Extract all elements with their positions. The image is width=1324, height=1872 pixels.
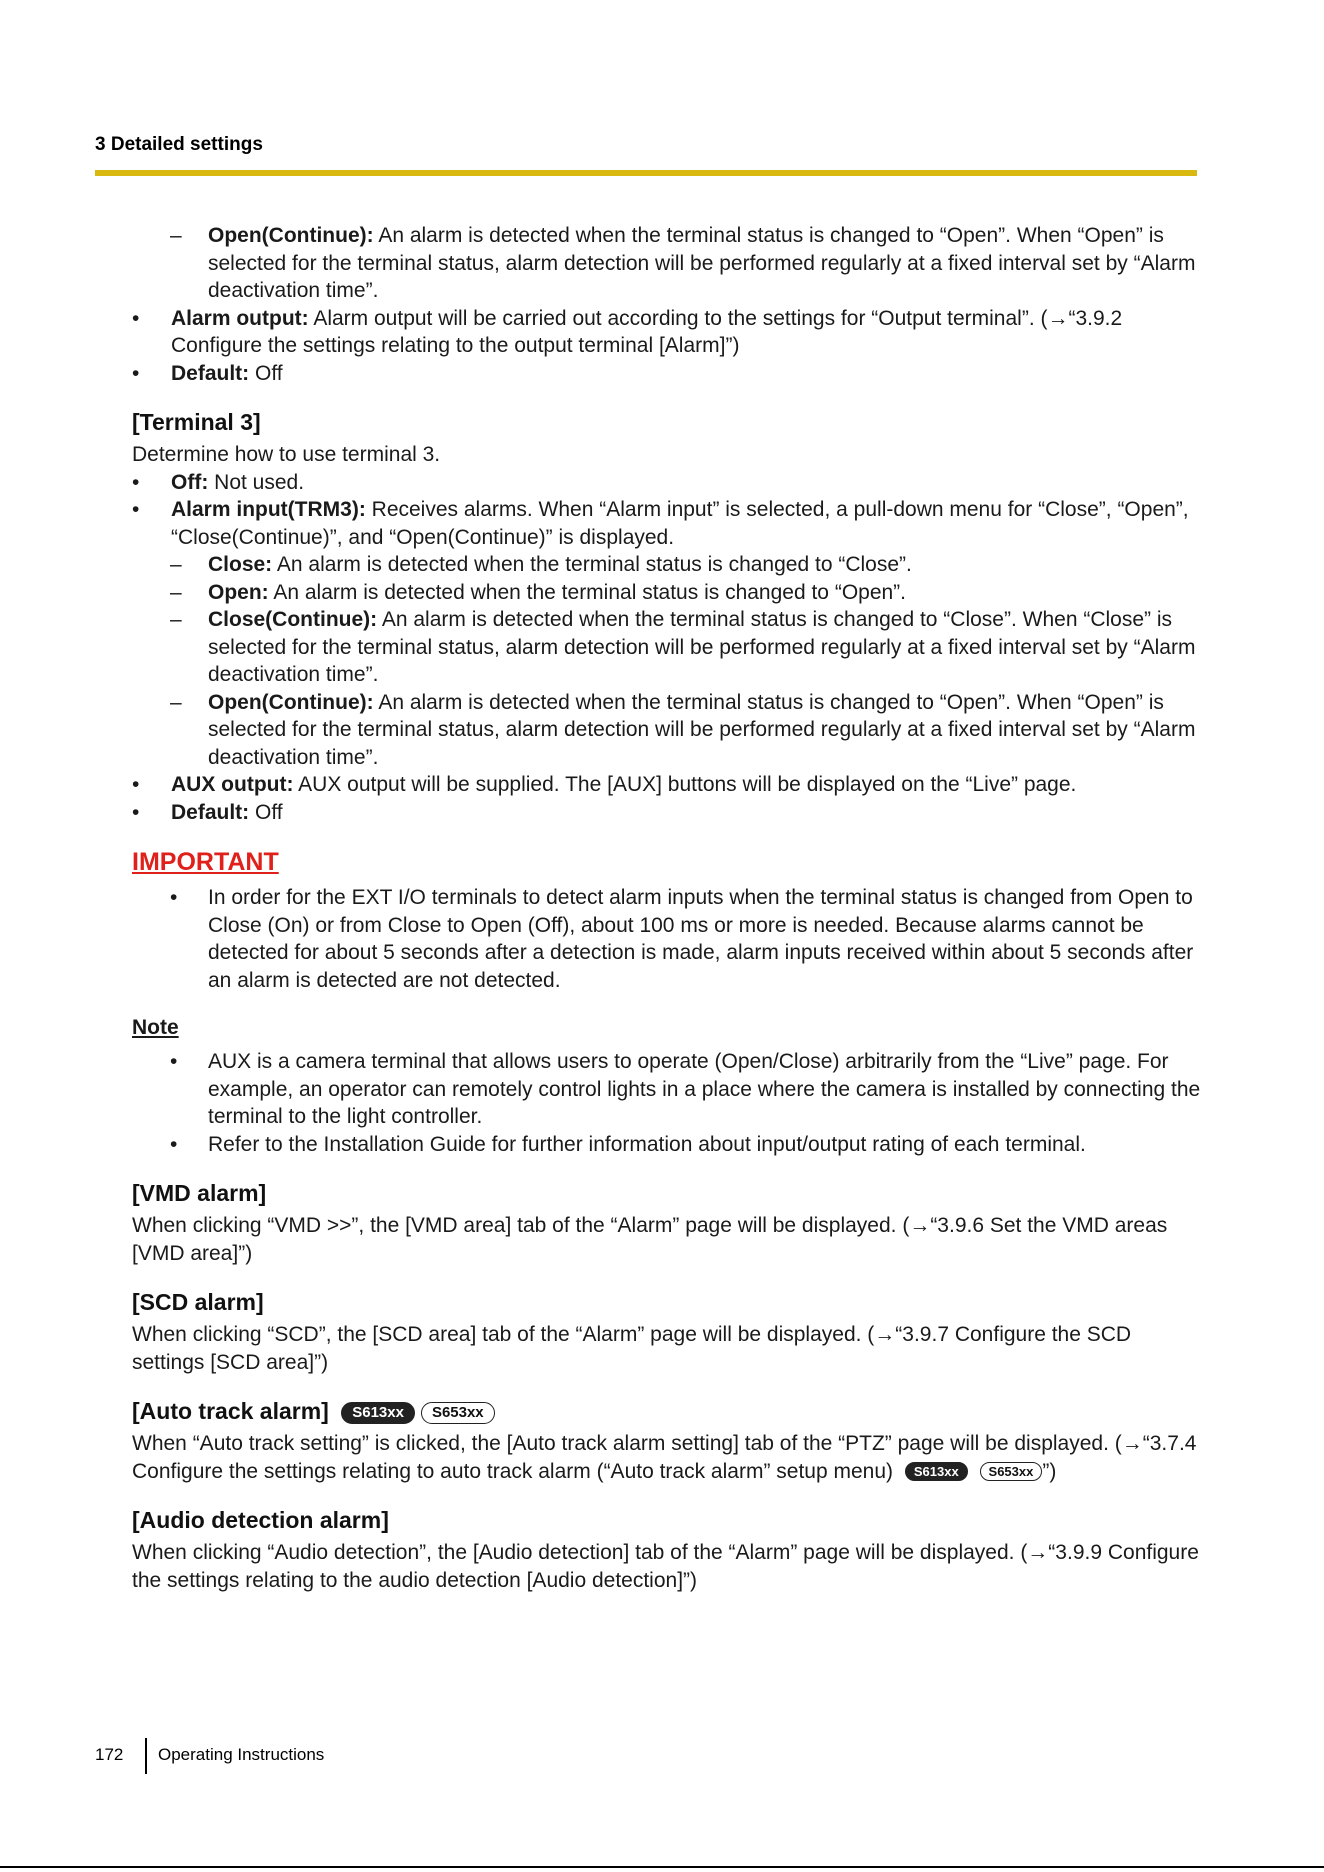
model-badge-s653xx-inline: S653xx	[980, 1462, 1043, 1481]
header-rule	[95, 170, 1197, 176]
auto-track-heading	[132, 1396, 1202, 1426]
term-label: Alarm input(TRM3):	[171, 498, 366, 521]
terminal3-open-continue	[132, 689, 1202, 772]
vmd-text: When clicking “VMD >>”, the [VMD area] tab of the “Alarm” page will be displayed. (→“3.9.6 Set the VMD areas [VMD area]”)	[132, 1214, 1168, 1265]
term-text: Not used.	[208, 470, 305, 494]
term-text: Receives alarms. When “Alarm input” is selected, a pull-down menu for “Close”, “Open”, “Close(Continue)”, and “Open(Continue)” is displayed.	[171, 498, 1189, 549]
term-text: Off	[249, 361, 283, 385]
footer-label: Operating Instructions	[158, 1745, 325, 1764]
auto-track-body: When “Auto track setting” is clicked, the [Auto track alarm setting] tab of the “PTZ” page will be displayed. (→“3.7.4 Configure the settings relating to auto track alarm (“Auto track alarm” setup menu)	[132, 1432, 1197, 1483]
model-badge-s613xx-inline: S613xx	[905, 1462, 968, 1481]
term-label: Default:	[171, 800, 250, 824]
term-label: Open:	[208, 580, 269, 604]
chapter-header: 3 Detailed settings	[95, 134, 263, 155]
term-text: An alarm is detected when the terminal status is changed to “Close”. When “Close” is selected for the terminal status, alarm detection will be performed regularly at a fixed interval set by “Alarm deactivation time”.	[208, 608, 1196, 686]
terminal3-off	[132, 469, 1202, 497]
terminal3-aux-output	[132, 771, 1202, 799]
terminal3-alarm-input	[132, 496, 1202, 551]
terminal3-intro: Determine how to use terminal 3.	[132, 443, 441, 466]
term-label: Alarm output:	[171, 306, 309, 330]
term-text: Off	[249, 800, 283, 824]
term-label: Close(Continue):	[208, 608, 378, 631]
page-number: 172	[95, 1745, 124, 1764]
terminal3-close-continue	[132, 606, 1202, 689]
auto-track-text	[132, 1430, 1202, 1485]
term-text: AUX output will be supplied. The [AUX] buttons will be displayed on the “Live” page.	[293, 773, 1077, 796]
term-text: An alarm is detected when the terminal status is changed to “Open”.	[268, 580, 907, 604]
term-label: Off:	[171, 470, 209, 494]
vmd-heading: [VMD alarm]	[132, 1180, 267, 1206]
term-text: An alarm is detected when the terminal status is changed to “Open”. When “Open” is selected for the terminal status, alarm detection will be performed regularly at a fixed interval set by “Alarm deactivation time”.	[208, 224, 1196, 302]
term-label: Open(Continue):	[208, 224, 374, 247]
important-heading: IMPORTANT	[132, 848, 279, 876]
term-label: AUX output:	[171, 773, 294, 796]
terminal3-open	[132, 579, 1202, 607]
term-text: Alarm output will be carried out according to the settings for “Output terminal”. (→“3.9.2 Configure the settings relating to the output terminal [Alarm]”)	[171, 306, 1123, 357]
note-item: • AUX is a camera terminal that allows users to operate (Open/Close) arbitrarily from the “Live” page. For example, an operator can remotely control lights in a place where the camera is installed by connecting the terminal to the light controller.	[132, 1048, 1202, 1131]
term-text: An alarm is detected when the terminal status is changed to “Close”.	[272, 553, 912, 576]
term-label: Close:	[208, 553, 273, 576]
note-heading: Note	[132, 1016, 179, 1039]
top-default	[132, 360, 1202, 388]
model-badge-s613xx: S613xx	[341, 1402, 415, 1424]
term-label: Default:	[171, 361, 250, 385]
model-badge-s653xx: S653xx	[421, 1402, 495, 1424]
footer-divider	[145, 1738, 147, 1774]
audio-heading: [Audio detection alarm]	[132, 1507, 389, 1533]
important-item: • In order for the EXT I/O terminals to detect alarm inputs when the terminal status is changed from Open to Close (On) or from Close to Open (Off), about 100 ms or more is needed. Because alarms cannot be detected for about 5 seconds after a detection is made, alarm inputs received within about 5 seconds after an alarm is detected are not detected.	[132, 884, 1202, 994]
audio-text: When clicking “Audio detection”, the [Audio detection] tab of the “Alarm” page will be displayed. (→“3.9.9 Configure the settings relating to the audio detection [Audio detection]”)	[132, 1541, 1199, 1592]
auto-track-heading-text: [Auto track alarm]	[132, 1398, 329, 1424]
terminal3-default	[132, 799, 1202, 827]
scd-text: When clicking “SCD”, the [SCD area] tab of the “Alarm” page will be displayed. (→“3.9.7 Configure the SCD settings [SCD area]”)	[132, 1323, 1132, 1374]
top-open-continue	[132, 222, 1202, 305]
bottom-rule	[0, 1866, 1324, 1868]
auto-track-body-end: ”)	[1042, 1459, 1057, 1483]
term-text: An alarm is detected when the terminal status is changed to “Open”. When “Open” is selected for the terminal status, alarm detection will be performed regularly at a fixed interval set by “Alarm deactivation time”.	[208, 690, 1196, 769]
top-alarm-output	[132, 305, 1202, 360]
scd-heading: [SCD alarm]	[132, 1289, 264, 1315]
terminal3-heading: [Terminal 3]	[132, 409, 261, 435]
terminal3-close	[132, 551, 1202, 579]
note-item: • Refer to the Installation Guide for further information about input/output rating of each terminal.	[132, 1131, 1202, 1159]
page-content	[132, 222, 1202, 1594]
term-label: Open(Continue):	[208, 690, 374, 714]
